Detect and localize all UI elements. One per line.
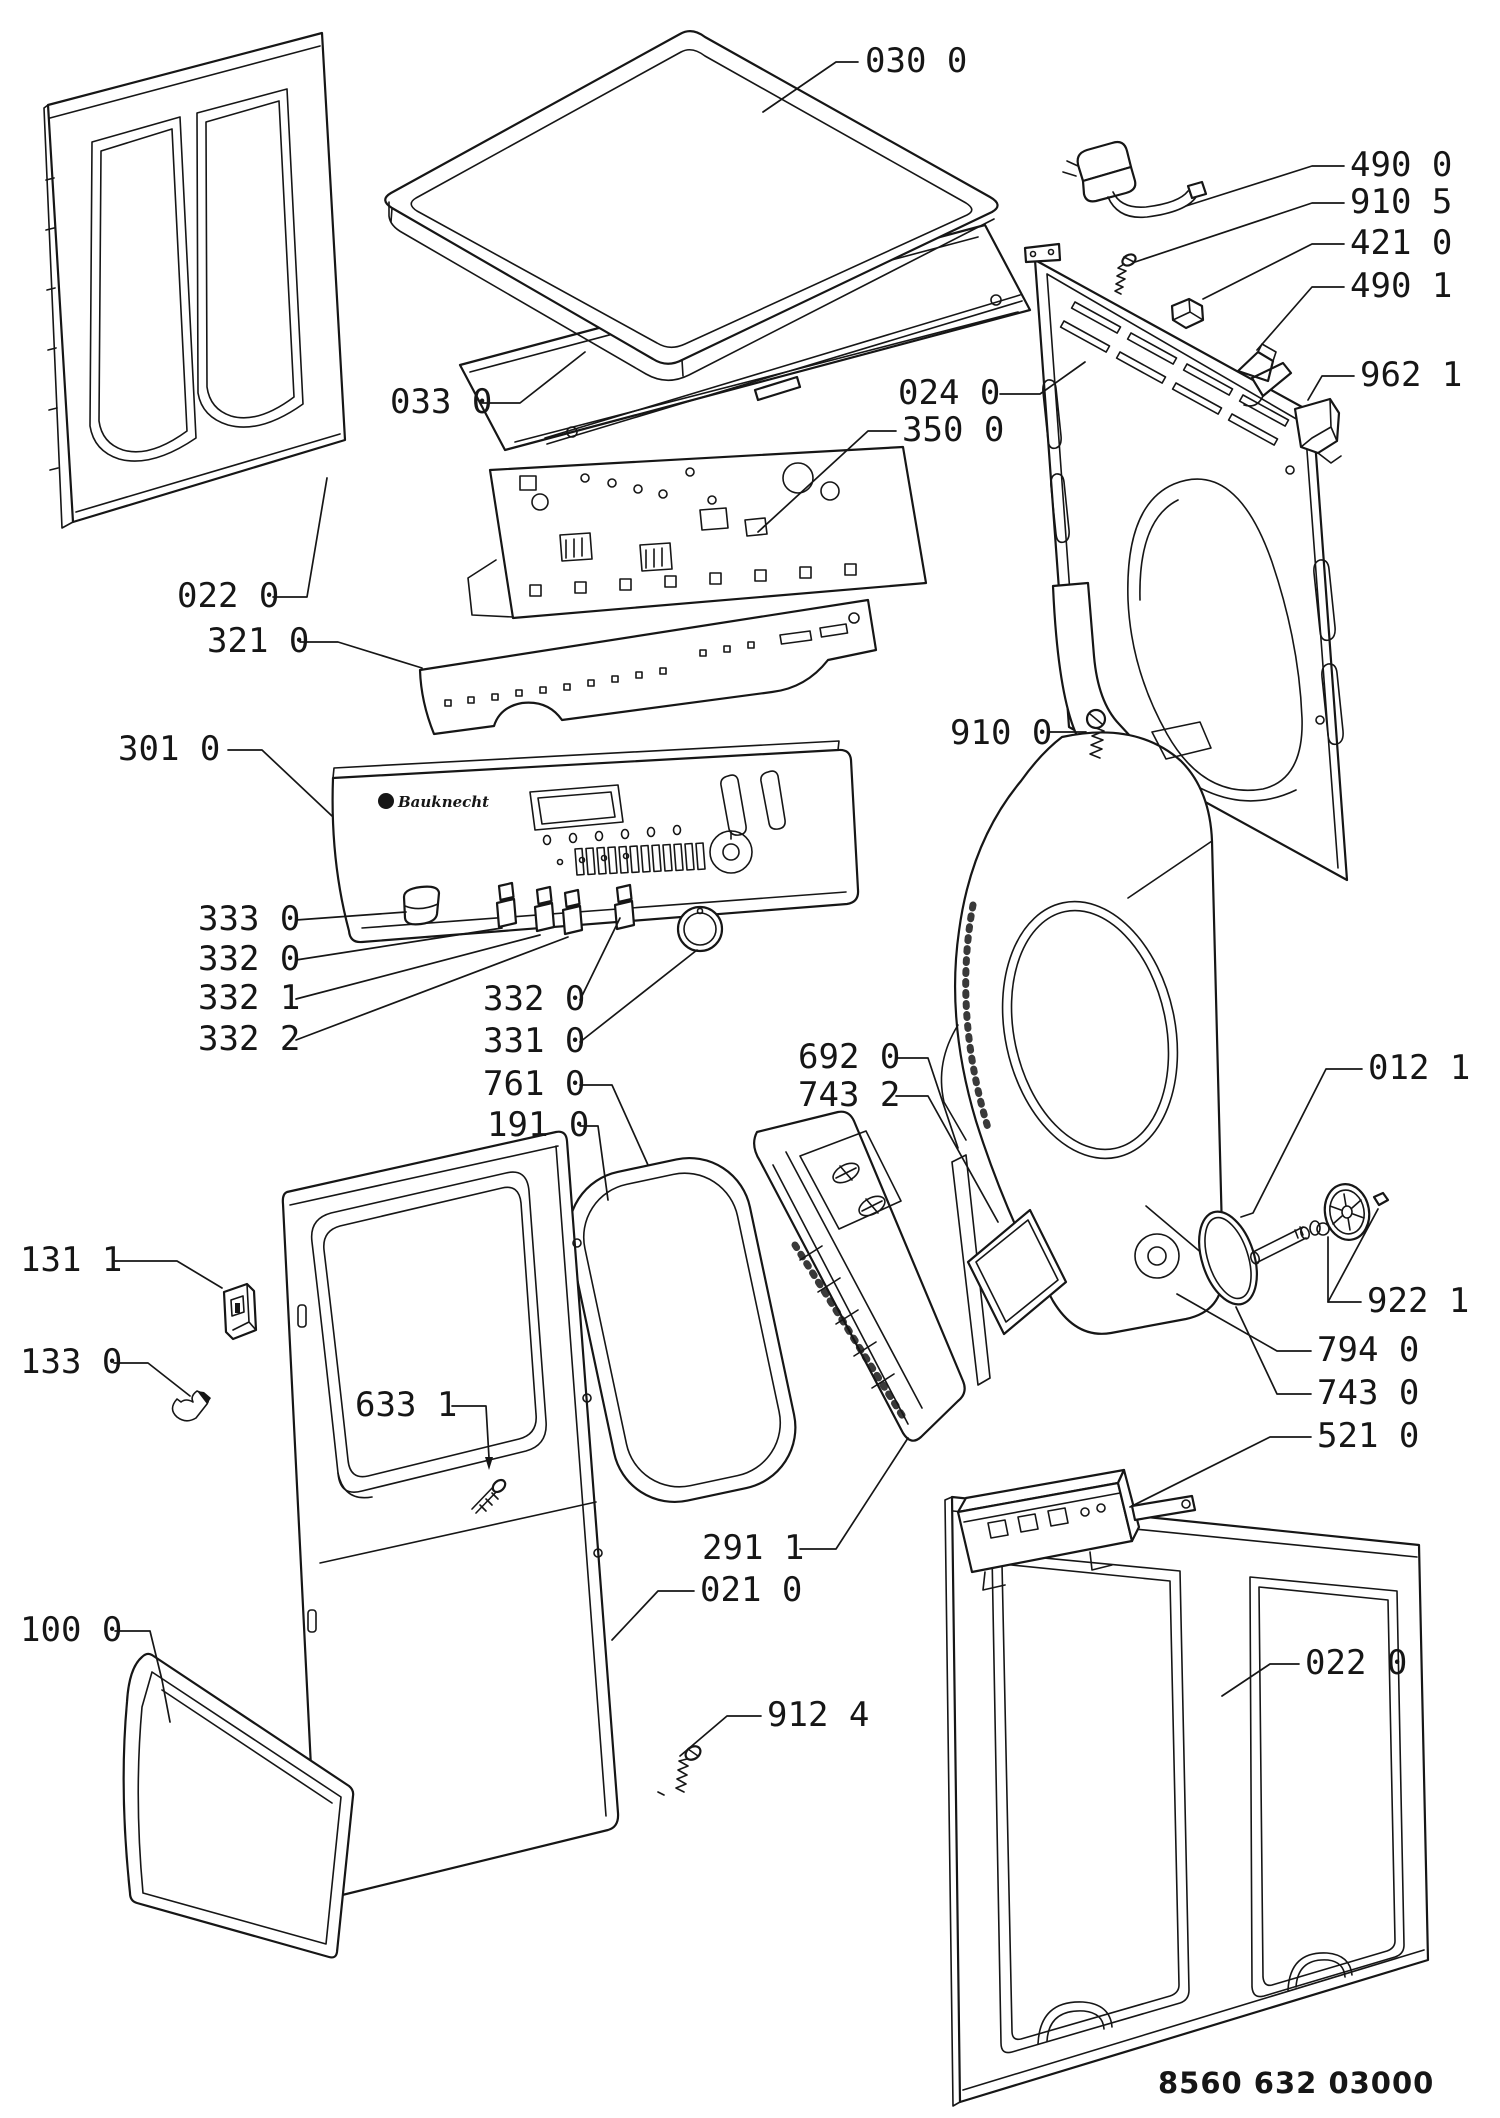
leader-line bbox=[1203, 244, 1344, 299]
part-number-text: 321 0 bbox=[207, 621, 310, 661]
part-number-text: 743 0 bbox=[1317, 1373, 1420, 1413]
leader-line bbox=[1135, 203, 1344, 262]
leader-line bbox=[228, 750, 332, 816]
part-number-text: 962 1 bbox=[1360, 355, 1463, 395]
part-number-text: 024 0 bbox=[898, 373, 1001, 413]
brand-logo-text: Bauknecht bbox=[398, 793, 490, 811]
part-program-knob bbox=[404, 887, 439, 925]
part-number-text: 922 1 bbox=[1367, 1281, 1470, 1321]
part-label-521-0 bbox=[1130, 1416, 1419, 1507]
part-label-490-1 bbox=[1257, 266, 1452, 350]
leader-line bbox=[1257, 287, 1344, 350]
part-back-panel-bottom-right bbox=[945, 1497, 1428, 2106]
part-label-321-0 bbox=[207, 621, 422, 668]
leader-line bbox=[300, 642, 422, 668]
leader-line bbox=[273, 478, 327, 597]
part-number-text: 100 0 bbox=[20, 1610, 123, 1650]
leader-line bbox=[1308, 376, 1354, 400]
part-number-text: 033 0 bbox=[390, 382, 493, 422]
part-label-962-1 bbox=[1308, 355, 1462, 400]
part-door-latch bbox=[224, 1284, 256, 1339]
part-number-text: 910 5 bbox=[1350, 182, 1453, 222]
part-support-wheel bbox=[1320, 1181, 1373, 1244]
part-number-text: 912 4 bbox=[767, 1695, 870, 1735]
part-console-rear-strip bbox=[420, 600, 876, 734]
part-support-shaft bbox=[1249, 1221, 1320, 1265]
part-number-text: 794 0 bbox=[1317, 1330, 1420, 1370]
part-number-text: 332 1 bbox=[198, 978, 301, 1018]
part-back-panel-top-left bbox=[44, 33, 345, 528]
leader-line bbox=[580, 1085, 648, 1165]
part-number-text: 022 0 bbox=[1305, 1643, 1408, 1683]
part-number-text: 012 1 bbox=[1368, 1048, 1471, 1088]
part-label-022-0-a bbox=[177, 478, 327, 616]
part-number-text: 633 1 bbox=[355, 1385, 458, 1425]
part-number-text: 331 0 bbox=[483, 1021, 586, 1061]
part-label-131-1 bbox=[20, 1240, 222, 1288]
leader-line bbox=[612, 1591, 694, 1640]
part-number-text: 021 0 bbox=[700, 1570, 803, 1610]
part-screw-910-5 bbox=[1115, 252, 1138, 294]
part-number-text: 022 0 bbox=[177, 576, 280, 616]
part-number-text: 332 2 bbox=[198, 1019, 301, 1059]
brand-logo-mark bbox=[378, 793, 394, 809]
part-number-text: 301 0 bbox=[118, 729, 221, 769]
part-label-133-0 bbox=[20, 1342, 190, 1396]
leader-line bbox=[580, 918, 620, 1000]
part-number-text: 490 0 bbox=[1350, 145, 1453, 185]
part-number-text: 332 0 bbox=[483, 979, 586, 1019]
part-label-332-0-b bbox=[483, 918, 620, 1019]
part-number-text: 133 0 bbox=[20, 1342, 123, 1382]
part-door-hook bbox=[173, 1391, 212, 1421]
part-cable-clamp bbox=[1172, 299, 1203, 328]
part-label-912-4 bbox=[680, 1695, 869, 1756]
part-number-text: 291 1 bbox=[702, 1528, 805, 1568]
part-number-text: 332 0 bbox=[198, 939, 301, 979]
part-number-text: 692 0 bbox=[798, 1037, 901, 1077]
part-label-301-0 bbox=[118, 729, 332, 816]
part-control-board bbox=[468, 447, 926, 618]
part-number-text: 521 0 bbox=[1317, 1416, 1420, 1456]
part-selector-disc bbox=[678, 907, 722, 951]
part-number-text: 131 1 bbox=[20, 1240, 123, 1280]
part-power-cord bbox=[1063, 142, 1206, 217]
part-screw-912-4 bbox=[658, 1743, 703, 1795]
part-number-text: 490 1 bbox=[1350, 266, 1453, 306]
leader-line bbox=[115, 1261, 222, 1288]
part-number-text: 743 2 bbox=[798, 1075, 901, 1115]
part-number-text: 421 0 bbox=[1350, 223, 1453, 263]
part-number-text: 191 0 bbox=[487, 1105, 590, 1145]
leader-line bbox=[1130, 1437, 1311, 1507]
part-label-021-0 bbox=[612, 1570, 802, 1640]
part-number-text: 333 0 bbox=[198, 899, 301, 939]
part-number-text: 030 0 bbox=[865, 41, 968, 81]
drawing-number: 8560 632 03000 bbox=[1158, 2066, 1435, 2100]
part-number-text: 910 0 bbox=[950, 713, 1053, 753]
part-number-text: 350 0 bbox=[902, 410, 1005, 450]
leader-line bbox=[114, 1363, 190, 1396]
part-number-text: 761 0 bbox=[483, 1064, 586, 1104]
part-door-gasket bbox=[557, 1147, 807, 1514]
leader-line bbox=[1186, 166, 1344, 206]
leader-line bbox=[800, 1438, 908, 1549]
